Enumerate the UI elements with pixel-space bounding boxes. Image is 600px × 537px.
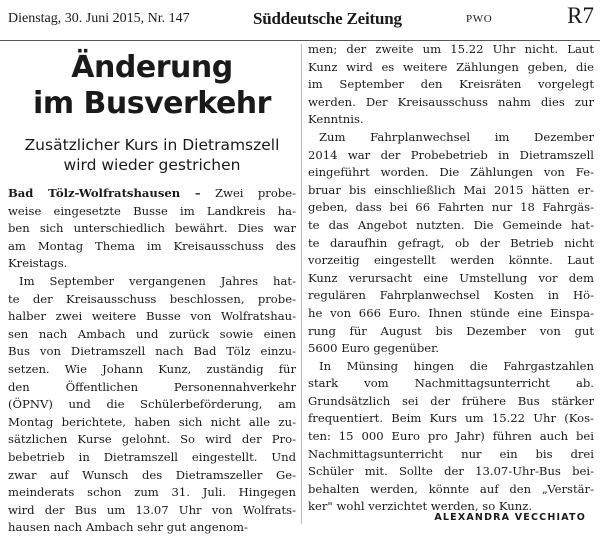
text-line: sen nach Ambach und zurück sowie einen [8, 326, 296, 341]
text-line: setzen. Wie Johann Kunz, zuständig für [8, 361, 296, 376]
text-line: Kunz verursacht eine Umstellung vor dem [308, 270, 594, 285]
text-line: ker" wohl verzichtet werden, so Kunz. [308, 499, 533, 514]
text-line: he von 666 Euro. Ihnen stünde eine Einspa- [308, 305, 594, 320]
text-line: te daraufhin gefragt, ob der Betrieb nicht [308, 235, 594, 250]
text-line: weise eingesetzte Busse im Landkreis ha- [8, 203, 296, 218]
text-line: (ÖPNV) und die Schülerbeförderung, am [8, 397, 296, 412]
text-line: Grundsätzlich sei der frühere Bus stärker [308, 393, 594, 408]
text-line: eingeführt worden. Die Zählungen von Fe- [308, 165, 594, 180]
text-line: bruar bis einschließlich Mai 2015 hätten er- [308, 182, 594, 197]
text-line: sätzlichen Kurse gelohnt. So wird der Pro- [8, 432, 296, 447]
newspaper-name: Süddeutsche Zeitung [253, 9, 402, 28]
column-divider [301, 44, 302, 524]
deck-line-2: wird wieder gestrichen [63, 156, 241, 174]
text-line: im September den Kreisräten vorgelegt [308, 77, 594, 92]
headline-line-2: im Busverkehr [33, 86, 271, 121]
text-line: Im September vergangenen Jahres hat- [19, 273, 296, 288]
text-line: Zum Fahrplanwechsel im Dezember [319, 129, 594, 144]
author-byline: ALEXANDRA VECCHIATO [434, 512, 586, 523]
text-line: den Öffentlichen Personennahverkehr [8, 379, 296, 394]
article-subheadline [8, 135, 296, 175]
text-line: halber zwei weitere Busse von Wolfratshau- [8, 309, 296, 324]
text-line: hausen nach Ambach sehr gut angenom- [8, 520, 248, 535]
text-line: Montag berichtete, haben sich nicht alle zu- [8, 414, 296, 429]
text-line: Schüler mit. Sollte der 13.07-Uhr-Bus bei- [308, 464, 594, 479]
text-line: Kreistags. [8, 256, 68, 271]
text-line [8, 185, 296, 203]
text-line: te der Kreisausschuss beschlossen, probe- [8, 291, 296, 306]
text-line: Kunz wird es weitere Zählungen geben, die [308, 59, 594, 74]
article-column-2 [308, 41, 594, 516]
text-line: Bus von Dietramszell nach Bad Tölz einzu- [8, 344, 296, 359]
text-line: Nachmittagsunterricht nur ein bis drei [308, 446, 594, 461]
text-line: bebetrieb in Dietramszell eingestellt. Und [8, 449, 296, 464]
text-line: stark vom Nachmittagsunterricht ab. [308, 376, 594, 391]
text-line: ben sich unterschiedlich bewährt. Dies war [8, 221, 296, 236]
text-line: rung für August bis Dezember von gut [308, 323, 594, 338]
article-headline [8, 50, 296, 122]
headline-line-1: Änderung [71, 50, 233, 85]
text-line: men; der zweite um 15.22 Uhr nicht. Laut [308, 42, 594, 56]
text-line-content: Zwei probe- [200, 186, 296, 200]
text-line: wird der Bus um 13.07 Uhr von Wolfrats- [8, 502, 296, 517]
edition-code: PWO [466, 13, 493, 25]
text-line: meinderats schon zum 31. Juli. Hingegen [8, 485, 296, 500]
issue-date-line: Dienstag, 30. Juni 2015, Nr. 147 [8, 11, 190, 26]
text-line: 2014 war der Probebetrieb in Dietramszell [308, 147, 594, 162]
text-line: 5600 Euro gegenüber. [308, 341, 440, 356]
text-line: geben, dass bei 66 Fahrten nur 18 Fahrgäs- [308, 200, 594, 215]
text-line: zwar auf Wunsch des Dietramszeller Ge- [8, 467, 296, 482]
text-line: regulären Fahrplanwechsel Kosten in Hö- [308, 288, 594, 303]
text-line: werden. Der Kreisausschuss nahm dies zur [308, 94, 594, 109]
deck-line-1: Zusätzlicher Kurs in Dietramszell [24, 136, 280, 154]
dateline: Bad Tölz-Wolfratshausen – [8, 186, 201, 200]
text-line: Kenntnis. [308, 112, 364, 127]
text-line: frequentiert. Beim Kurs um 15.22 Uhr (Kos- [308, 411, 594, 426]
text-line: te das Angebot nutzten. Die Gemeinde hat- [308, 217, 594, 232]
text-line: vorzeitig eingestellt werden könnte. Laut [308, 253, 594, 268]
text-line: behalten werden, könnte auf den „Verstär- [308, 481, 594, 496]
masthead [8, 2, 594, 32]
text-line: am Montag Thema im Kreisausschuss des [8, 238, 296, 253]
article-column-1 [8, 185, 296, 537]
page-number: R7 [567, 3, 594, 28]
text-line: ten: 15 000 Euro pro Jahr) führen auch bei [308, 429, 594, 444]
text-line: In Münsing hingen die Fahrgastzahlen [319, 358, 594, 373]
